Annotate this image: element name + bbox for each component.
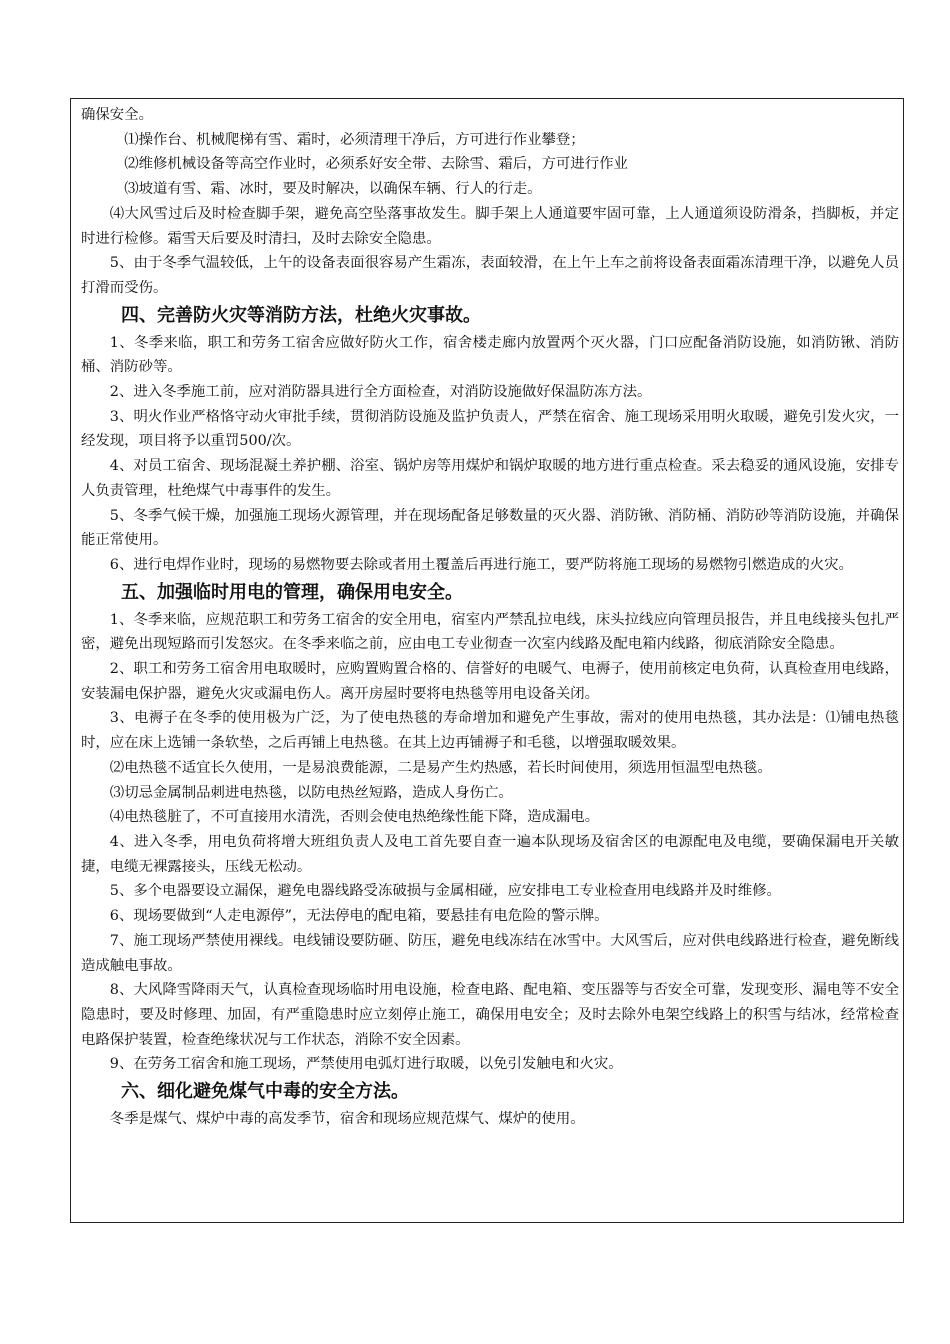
body-paragraph: 4、对员工宿舍、现场混凝土养护棚、浴室、锅炉房等用煤炉和锅炉取暖的地方进行重点检查。采去稳妥的通风设施，安排专人负责管理，杜绝煤气中毒事件的发生。 [81,458,899,499]
body-paragraph: 6、进行电焊作业时，现场的易燃物要去除或者用土覆盖后再进行施工，要严防将施工现场的易燃物引燃造成的火灾。 [109,556,853,573]
body-paragraph: 1、冬季来临，职工和劳务工宿舍应做好防火工作，宿舍楼走廊内放置两个灭火器，门口应配备消防设施，如消防锹、消防桶、消防砂等。 [81,334,899,376]
body-paragraph: ⑶坡道有雪、霜、冰时，要及时解决，以确保车辆、行人的行走。 [124,181,542,198]
document-table-frame [70,98,904,1223]
body-paragraph: 6、现场要做到“人走电源停”，无法停电的配电箱，要悬挂有电危险的警示牌。 [109,908,609,925]
body-paragraph: 5、多个电器要设立漏保，避免电器线路受冻破损与金属相碰，应安排电工专业检查用电线路并及时维修。 [109,883,781,900]
section-heading: 五、加强临时用电的管理，确保用电安全。 [121,581,463,603]
body-paragraph: 3、电褥子在冬季的使用极为广泛，为了使电热毯的寿命增加和避免产生事故，需对的使用电热毯，其办法是：⑴铺电热毯时，应在床上选铺一条软垫，之后再铺上电热毯。在其上边再铺褥子和毛毯，以增强取暖效果。 [81,710,899,752]
document-content [81,103,899,1132]
body-paragraph: ⑵电热毯不适宜长久使用，一是易浪费能源，二是易产生灼热感，若长时间使用，须选用恒温型电热毯。 [109,759,772,776]
body-paragraph: ⑶切忌金属制品刺进电热毯，以防电热丝短路，造成人身伤亡。 [109,784,513,801]
body-paragraph: 2、进入冬季施工前，应对消防器具进行全方面检查，对消防设施做好保温防冻方法。 [109,384,652,401]
body-paragraph: 2、职工和劳务工宿舍用电取暖时，应购置购置合格的、信誉好的电暖气、电褥子，使用前核定电负荷，认真检查用电线路，安装漏电保护器，避免火灾或漏电伤人。离开房屋时要将电热毯等用电设备关闭。 [81,661,899,702]
body-paragraph: 3、明火作业严格恪守动火审批手续，贯彻消防设施及监护负责人，严禁在宿舍、施工现场采用明火取暖，避免引发火灾，一经发现，项目将予以重罚500/次。 [81,408,899,450]
body-paragraph: 5、由于冬季气温较低，上午的设备表面很容易产生霜冻，表面较滑，在上午上车之前将设备表面霜冻清理干净，以避免人员打滑而受伤。 [81,255,899,296]
body-paragraph: ⑵维修机械设备等高空作业时，必须系好安全带、去除雪、霜后，方可进行作业 [124,156,628,173]
section-heading: 六、细化避免煤气中毒的安全方法。 [121,1081,409,1103]
body-paragraph: ⑷大风雪过后及时检查脚手架，避免高空坠落事故发生。脚手架上人通道要牢固可靠，上人通道须设防滑条，挡脚板，并定时进行检修。霜雪天后要及时清扫，及时去除安全隐患。 [81,205,899,247]
body-paragraph: 9、在劳务工宿舍和施工现场，严禁使用电弧灯进行取暖，以免引发触电和火灾。 [109,1056,623,1073]
body-paragraph: 5、冬季气候干燥，加强施工现场火源管理，并在现场配备足够数量的灭火器、消防锹、消防桶、消防砂等消防设施，并确保能正常使用。 [81,507,899,549]
body-paragraph: 确保安全。 [81,107,153,123]
body-paragraph: 4、进入冬季，用电负荷将增大班组负责人及电工首先要自查一遍本队现场及宿舍区的电源配电及电缆，要确保漏电开关敏捷，电缆无裸露接头，压线无松动。 [81,833,899,875]
body-paragraph: ⑴操作台、机械爬梯有雪、霜时，必须清理干净后，方可进行作业攀登； [124,131,585,148]
body-paragraph: 1、冬季来临，应规范职工和劳务工宿舍的安全用电，宿室内严禁乱拉电线，床头拉线应向管理员报告，并且电线接头包扎严密，避免出现短路而引发怒灾。在冬季来临之前，应由电工专业彻查一次室内线路及配电箱内线路，彻底消除安全隐患。 [81,611,899,653]
section-heading: 四、完善防火灾等消防方法，杜绝火灾事故。 [121,304,481,326]
body-paragraph: 8、大风降雪降雨天气，认真检查现场临时用电设施，检查电路、配电箱、变压器等与否安全可靠，发现变形、漏电等不安全隐患时，要及时修理、加固，有严重隐患时应立刻停止施工，确保用电安全；及时去除外电架空线路上的积雪与结冰，经常检查电路保护装置，检查绝缘状况与工作状态，消除不安全因素。 [81,982,899,1048]
body-paragraph: 冬季是煤气、煤炉中毒的高发季节，宿舍和现场应规范煤气、煤炉的使用。 [109,1111,585,1128]
body-paragraph: 7、施工现场严禁使用裸线。电线铺设要防砸、防压，避免电线冻结在冰雪中。大风雪后，应对供电线路进行检查，避免断线造成触电事故。 [81,932,899,974]
body-paragraph: ⑷电热毯脏了，不可直接用水清洗，否则会使电热绝缘性能下降，造成漏电。 [109,809,600,826]
